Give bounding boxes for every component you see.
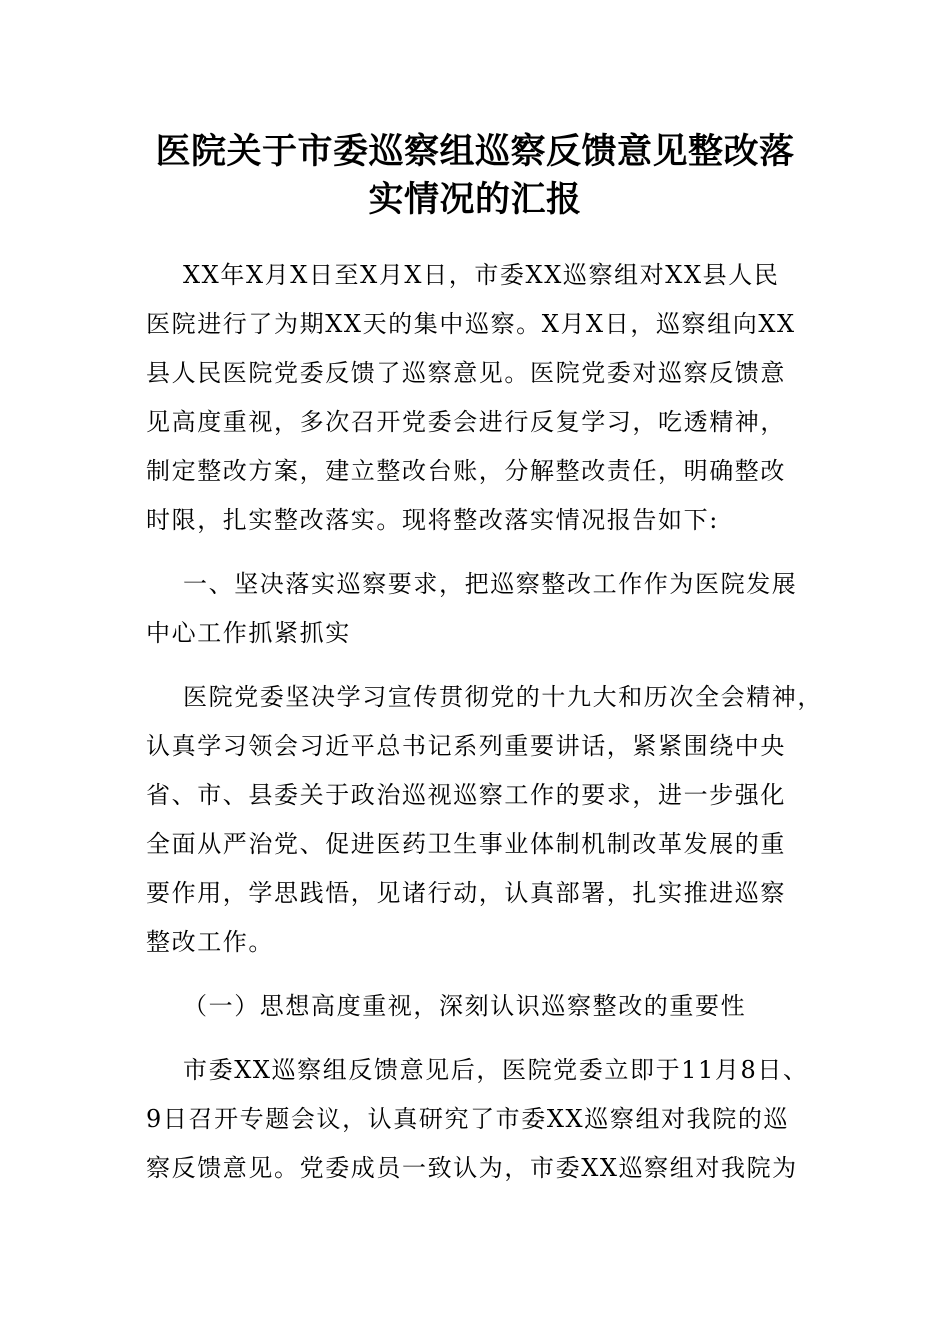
paragraph-1-line-3: 县人民医院党委反馈了巡察意见。医院党委对巡察反馈意 [146, 359, 786, 387]
paragraph-1-line-1: XX年X月X日至X月X日，市委XX巡察组对XX县人民 [183, 261, 780, 289]
section-heading-1-line-1: 一、坚决落实巡察要求，把巡察整改工作作为医院发展 [183, 570, 798, 598]
paragraph-2-line-2: 认真学习领会习近平总书记系列重要讲话，紧紧围绕中央 [146, 732, 786, 760]
document-title-line-2: 实情况的汇报 [368, 179, 582, 220]
section-heading-1-line-2: 中心工作抓紧抓实 [146, 619, 351, 647]
paragraph-1-line-2: 医院进行了为期XX天的集中巡察。X月X日，巡察组向XX [146, 310, 796, 338]
document-title-line-1: 医院关于市委巡察组巡察反馈意见整改落 [155, 131, 795, 172]
subsection-heading-1: （一）思想高度重视，深刻认识巡察整改的重要性 [183, 992, 747, 1020]
paragraph-1-line-6: 时限，扎实整改落实。现将整改落实情况报告如下: [146, 506, 719, 534]
paragraph-2-line-4: 全面从严治党、促进医药卫生事业体制机制改革发展的重 [146, 830, 786, 858]
paragraph-3-line-1: 市委XX巡察组反馈意见后，医院党委立即于11月8日、 [183, 1056, 809, 1084]
paragraph-3-line-2: 9日召开专题会议，认真研究了市委XX巡察组对我院的巡 [146, 1105, 790, 1133]
paragraph-3-line-3: 察反馈意见。党委成员一致认为，市委XX巡察组对我院为 [146, 1154, 798, 1182]
paragraph-2-line-3: 省、市、县委关于政治巡视巡察工作的要求，进一步强化 [146, 781, 786, 809]
paragraph-2-line-5: 要作用，学思践悟，见诸行动，认真部署，扎实推进巡察 [146, 879, 786, 907]
paragraph-2-line-6: 整改工作。 [146, 928, 274, 956]
paragraph-1-line-4: 见高度重视，多次召开党委会进行反复学习，吃透精神， [146, 408, 786, 436]
paragraph-1-line-5: 制定整改方案，建立整改台账，分解整改责任，明确整改 [146, 457, 786, 485]
paragraph-2-line-1: 医院党委坚决学习宣传贯彻党的十九大和历次全会精神， [183, 683, 823, 711]
